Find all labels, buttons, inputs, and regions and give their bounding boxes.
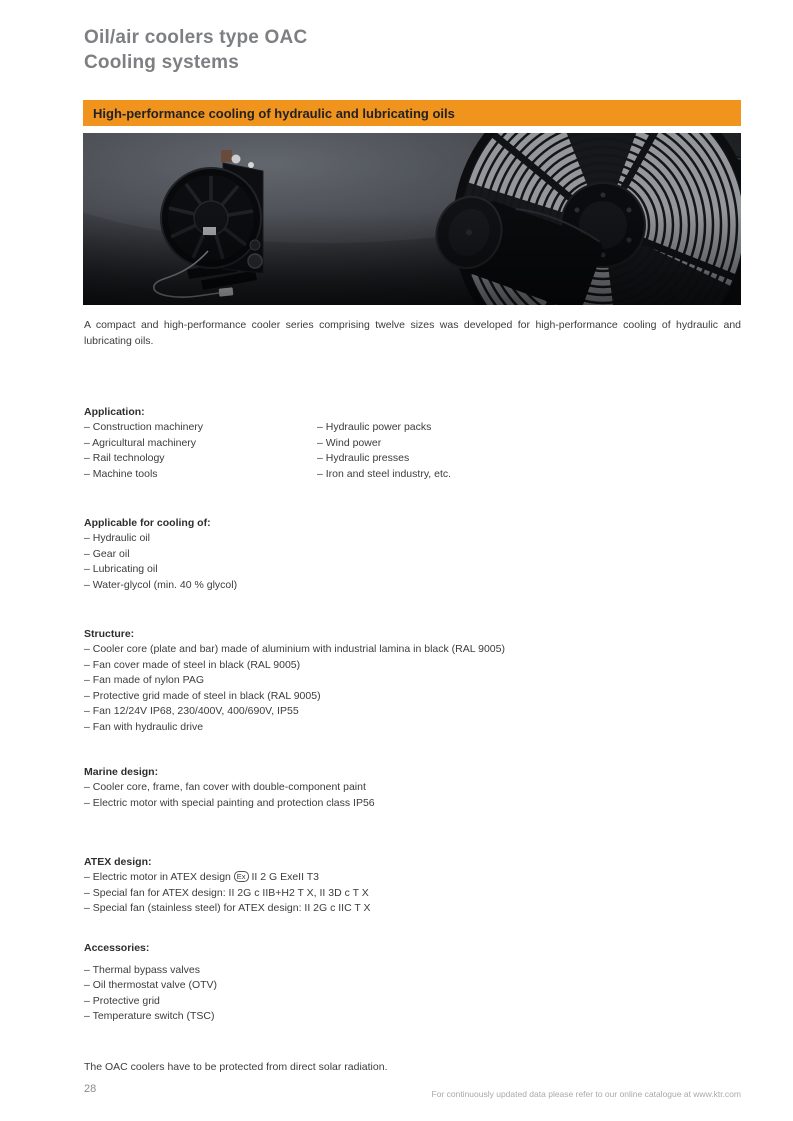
list-item: – Fan cover made of steel in black (RAL 9005)	[84, 658, 301, 671]
list-item: – Fan with hydraulic drive	[84, 720, 204, 733]
list-item: – Hydraulic oil	[84, 532, 150, 544]
section-heading: Accessories:	[84, 941, 150, 954]
solar-radiation-note: The OAC coolers have to be protected from direct solar radiation.	[84, 1061, 388, 1073]
list-item: – Temperature switch (TSC)	[84, 1010, 215, 1022]
section-heading: Structure:	[84, 628, 135, 640]
section-banner	[83, 100, 741, 126]
section-heading: Marine design:	[84, 766, 159, 778]
list-item: – Thermal bypass valves	[84, 963, 200, 976]
page-title-line2: Cooling systems	[84, 52, 240, 73]
list-item: – Cooler core (plate and bar) made of aluminium with industrial lamina in black (RAL 9005)	[84, 643, 505, 655]
banner-text: High-performance cooling of hydraulic and lubricating oils	[93, 105, 455, 121]
list-item: – Oil thermostat valve (OTV)	[84, 979, 218, 991]
footer-note: For continuously updated data please refer to our online catalogue at www.ktr.com	[431, 1089, 741, 1099]
list-item: – Special fan (stainless steel) for ATEX design: II 2G c IIC T X	[84, 902, 371, 914]
list-item: – Electric motor in ATEX design Ex II 2 G ExeII T3	[84, 871, 319, 883]
bullet-list	[317, 420, 451, 482]
section	[84, 854, 741, 917]
list-item: – Rail technology	[84, 452, 165, 464]
section	[84, 404, 741, 482]
list-item: – Fan made of nylon PAG	[84, 674, 205, 686]
list-item: – Gear oil	[84, 547, 130, 560]
bullet-list	[84, 531, 237, 593]
bullet-list	[84, 642, 505, 735]
list-item: – Water-glycol (min. 40 % glycol)	[84, 578, 238, 591]
section	[84, 515, 741, 593]
list-item: – Lubricating oil	[84, 563, 158, 575]
section-heading: ATEX design:	[84, 856, 152, 868]
section-heading: Application:	[84, 406, 145, 418]
section-heading: Applicable for cooling of:	[84, 517, 211, 529]
list-item: – Construction machinery	[84, 421, 204, 433]
page-title-line1: Oil/air coolers type OAC	[84, 27, 308, 48]
list-item: – Iron and steel industry, etc.	[317, 467, 452, 480]
list-item: – Electric motor with special painting and protection class IP56	[84, 796, 375, 809]
product-photo	[83, 133, 741, 305]
list-item: – Special fan for ATEX design: II 2G c IIB+H2 T X, II 3D c T X	[84, 886, 369, 899]
section	[84, 626, 741, 735]
list-item: – Machine tools	[84, 467, 158, 480]
section	[84, 940, 741, 1025]
list-item: – Hydraulic power packs	[317, 421, 432, 433]
bullet-list	[84, 870, 371, 917]
list-item: – Hydraulic presses	[317, 452, 410, 464]
sections	[84, 404, 741, 1025]
atex-ex-icon: Ex	[234, 871, 249, 882]
list-item: – Wind power	[317, 436, 382, 449]
list-item: – Agricultural machinery	[84, 436, 197, 449]
bullet-list	[84, 780, 375, 811]
intro-paragraph: A compact and high-performance cooler series comprising twelve sizes was developed for high-performance cooling of hydraulic and lubricating oils.	[84, 319, 741, 347]
list-item: – Protective grid	[84, 994, 160, 1007]
list-item: – Fan 12/24V IP68, 230/400V, 400/690V, IP55	[84, 705, 299, 717]
bullet-list	[84, 963, 217, 1025]
product-photo-graphic	[83, 133, 741, 305]
bullet-list	[84, 420, 317, 482]
page-number: 28	[84, 1083, 97, 1095]
list-item: – Cooler core, frame, fan cover with double-component paint	[84, 781, 366, 793]
page-title	[84, 25, 307, 75]
section	[84, 764, 741, 811]
list-item: – Protective grid made of steel in black (RAL 9005)	[84, 689, 321, 702]
